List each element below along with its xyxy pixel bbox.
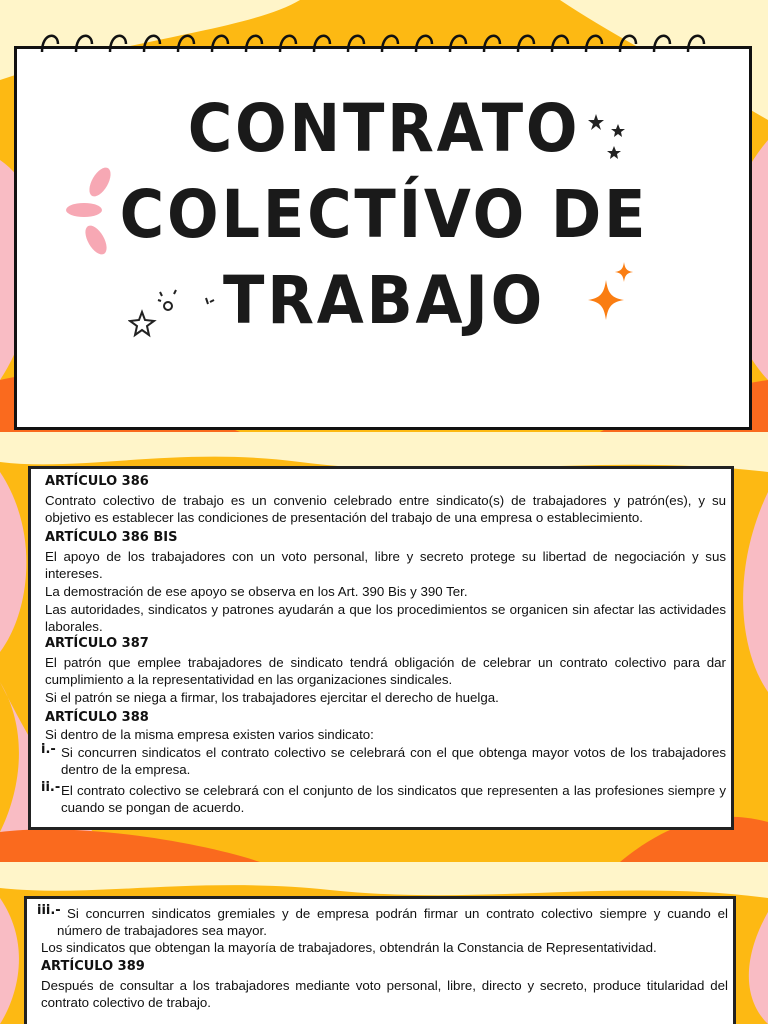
- articles-box: [28, 466, 734, 830]
- article-386-bis-p1: El apoyo de los trabajadores con un voto personal, libre y secreto protege su libertad de negociación y sus intereses.: [45, 549, 726, 581]
- list-marker-i: i.-: [41, 742, 56, 757]
- cover-slide: [0, 0, 768, 432]
- pink-burst-icon: [62, 160, 122, 260]
- article-388-item-iii: Si concurren sindicatos gremiales y de empresa podrán firmar un contrato colectivo siempre y cuando el número de trabajadores sea mayor.: [57, 906, 728, 938]
- article-387-p2: Si el patrón se niega a firmar, los trabajadores ejercitar el derecho de huelga.: [45, 690, 499, 705]
- article-389-text: Después de consultar a los trabajadores mediante voto personal, libre, directo y secreto, produce titularidad del contrato colectivo de trabajo.: [41, 978, 728, 1010]
- article-388-title: ARTÍCULO 388: [45, 710, 149, 725]
- title-line-1: CONTRATO: [187, 90, 581, 167]
- small-stars-icon: [586, 110, 630, 166]
- list-marker-iii: iii.-: [37, 903, 61, 918]
- article-388-item-i: Si concurren sindicatos el contrato colectivo se celebrará con el que obtenga mayor votos de los trabajadores dentro de la empresa.: [61, 745, 726, 777]
- title-line-3: TRABAJO: [223, 262, 545, 339]
- content-slide-1: [0, 432, 768, 862]
- article-386-bis-title: ARTÍCULO 386 BIS: [45, 530, 178, 545]
- content-slide-2: [0, 862, 768, 1024]
- article-387-p1: El patrón que emplee trabajadores de sindicato tendrá obligación de celebrar un contrato colectivo para dar cumplimiento a la representatividad en las organizaciones sindicales.: [45, 655, 726, 687]
- sparkle-icon: [588, 262, 634, 322]
- article-388-constancia: Los sindicatos que obtengan la mayoría de trabajadores, obtendrán la Constancia de Representatividad.: [41, 940, 657, 955]
- article-389-title: ARTÍCULO 389: [41, 959, 145, 974]
- list-item: [37, 903, 728, 939]
- article-386-title: ARTÍCULO 386: [45, 474, 149, 489]
- articles-box-continued: [24, 896, 736, 1024]
- list-marker-ii: ii.-: [41, 780, 61, 795]
- doodle-star-icon: [128, 284, 218, 340]
- article-388-item-ii: El contrato colectivo se celebrará con el conjunto de los sindicatos que representen a las profesiones siempre y cuando se pongan de acuerdo.: [61, 783, 726, 815]
- list-item: [41, 742, 726, 778]
- article-386-bis-p3: Las autoridades, sindicatos y patrones ayudarán a que los procedimientos se organicen sin afectar las actividades laborales.: [45, 602, 726, 634]
- article-386-text: Contrato colectivo de trabajo es un convenio celebrado entre sindicato(s) de trabajadores y patrón(es), y su objetivo es establecer las condiciones de presentación del trabajo de una empresa o establecimiento.: [45, 493, 726, 525]
- list-item: [41, 780, 726, 816]
- article-386-bis-p2: La demostración de ese apoyo se observa en los Art. 390 Bis y 390 Ter.: [45, 584, 468, 599]
- title-line-2: COLECTÍVO DE: [119, 176, 649, 253]
- spiral-binding-icon: [36, 28, 726, 56]
- article-388-intro: Si dentro de la misma empresa existen varios sindicato:: [45, 727, 374, 742]
- article-387-title: ARTÍCULO 387: [45, 636, 149, 651]
